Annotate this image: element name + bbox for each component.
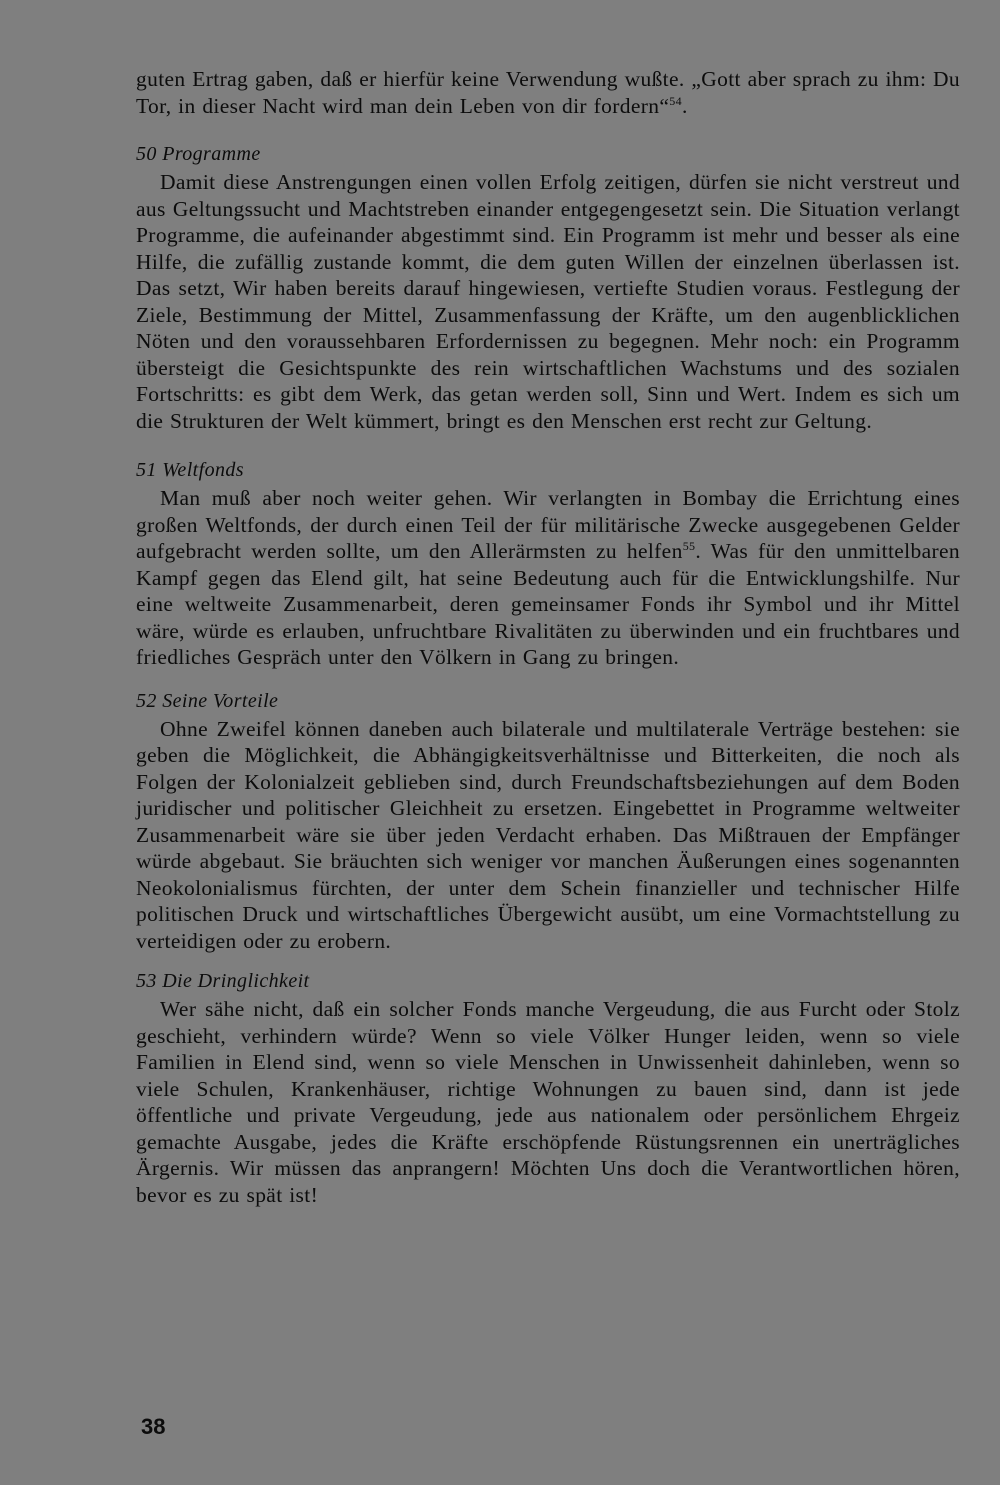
section-paragraph-50: Damit diese Anstrengungen einen vollen Erfolg zeitigen, dürfen sie nicht verstreut und aus Geltungssucht und Machtstreben einander entgegengesetzt sein. Die Situation verlangt Programme, die aufeinander abgestimmt sind. Ein Programm ist mehr und besser als eine Hilfe, die zufällig zustande kommt, die dem guten Willen der einzelnen überlassen ist. Das setzt, Wir haben bereits darauf hingewiesen, vertiefte Studien voraus. Festlegung der Ziele, Bestimmung der Mittel, Zusammenfassung der Kräfte, um den augenblicklichen Nöten und den voraussehbaren Erfordernissen zu begegnen. Mehr noch: ein Programm übersteigt die Gesichtspunkte des rein wirtschaftlichen Wachstums und des sozialen Fortschritts: es gibt dem Werk, das getan werden soll, Sinn und Wert. Indem es sich um die Strukturen der Welt kümmert, bringt es den Menschen erst recht zur Geltung. [136,170,960,433]
intro-text: guten Ertrag gaben, daß er hierfür keine Verwendung wußte. „Gott aber sprach zu ihm: Du Tor, in dieser Nacht wird man dein Leben von dir fordern“ [136,67,960,118]
section-heading-53: 53 Die Dringlichkeit [136,970,310,992]
page-body [136,66,960,1208]
page-number: 38 [141,1414,166,1439]
footnote-marker-55: 55 [682,539,696,553]
section-paragraph-52: Ohne Zweifel können daneben auch bilaterale und multilaterale Verträge bestehen: sie geben die Möglichkeit, die Abhängigkeitsverhältnisse und Bitterkeiten, die noch als Folgen der Kolonialzeit geblieben sind, durch Freundschaftsbeziehungen auf dem Boden juridischer und politischer Gleichheit zu ersetzen. Eingebettet in Programme weltweiter Zusammenarbeit wäre sie über jeden Verdacht erhaben. Das Mißtrauen der Empfänger würde abgebaut. Sie bräuchten sich weniger vor manchen Äußerungen eines sogenannten Neokolonialismus fürchten, der unter dem Schein finanzieller und technischer Hilfe politischen Druck und wirtschaftliches Übergewicht ausübt, um eine Vormachtstellung zu verteidigen oder zu erobern. [136,716,960,953]
intro-paragraph [136,66,960,119]
section-heading-52: 52 Seine Vorteile [136,689,279,712]
section-paragraph-51 [136,485,960,671]
section-51-text-after: . Was für den unmittelbaren Kampf gegen das Elend gilt, hat seine Bedeutung auch für die Entwicklungshilfe. Nur eine weltweite Zusammenarbeit, deren gemeinsamer Fonds ihr Symbol und ihr Mittel wäre, würde es erlauben, unfruchtbare Rivalitäten zu überwinden und ein fruchtbares und friedliches Gespräch unter den Völkern in Gang zu bringen. [136,539,961,669]
footnote-marker-54: 54 [669,93,682,108]
section-heading-50: 50 Programme [136,143,261,165]
intro-tail: . [681,93,688,118]
section-paragraph-53: Wer sähe nicht, daß ein solcher Fonds manche Vergeudung, die aus Furcht oder Stolz geschieht, verhindern würde? Wenn so viele Völker Hunger leiden, wenn so viele Familien in Elend sind, wenn so viele Menschen in Unwissenheit dahinleben, wenn so viele Schulen, Krankenhäuser, richtige Wohnungen zu bauen sind, dann ist jede öffentliche und private Vergeudung, jede aus nationalem oder persönlichem Ehrgeiz gemachte Ausgabe, jedes die Kräfte erschöpfende Rüstungsrennen ein unerträgliches Ärgernis. Wir müssen das anprangern! Möchten Uns doch die Verantwortlichen hören, bevor es zu spät ist! [136,997,960,1207]
section-heading-51: 51 Weltfonds [136,459,244,481]
section-51-text-before: Man muß aber noch weiter gehen. Wir verlangten in Bombay die Errichtung eines großen Weltfonds, der durch einen Teil der für militärische Zwecke ausgegebenen Gelder aufgebracht werden sollte, um den Allerärmsten zu helfen [136,486,960,563]
